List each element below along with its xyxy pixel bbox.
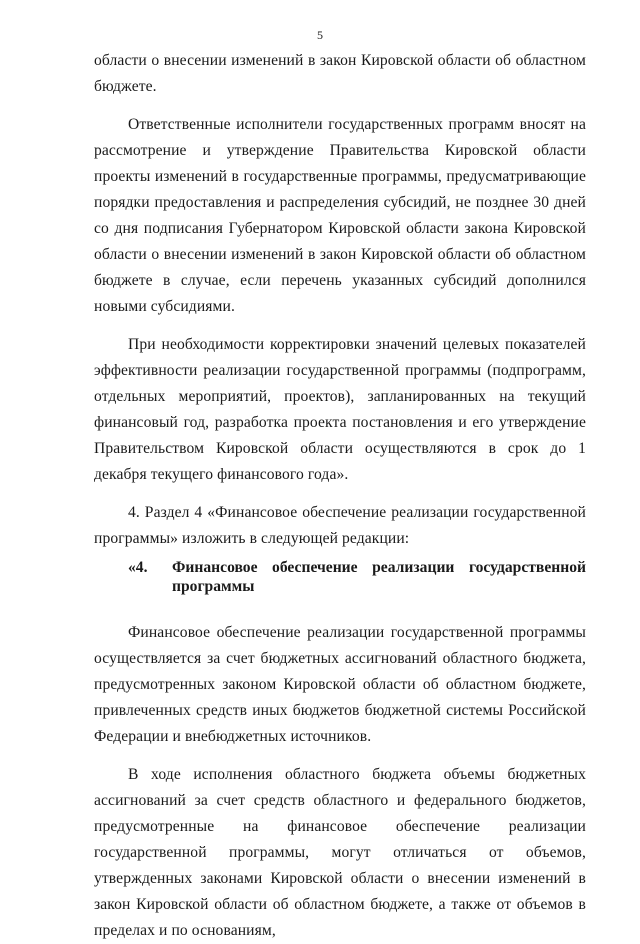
page-number: 5 bbox=[317, 28, 323, 42]
paragraph-continuation: области о внесении изменений в закон Кировской области об областном бюджете. bbox=[94, 52, 586, 95]
paragraph-budget-execution: В ходе исполнения областного бюджета объемы бюджетных ассигнований за счет средств областного и федерального бюджетов, предусмотренные на финансовое обеспечение реализации государственной программы, могут отличаться от объемов, утвержденных законами Кировской области о внесении изменений в закон Кировской области об областном бюджете, а также от объемов в пределах и по основаниям, bbox=[94, 766, 586, 939]
paragraph-financing-sources: Финансовое обеспечение реализации государственной программы осуществляется за счет бюджетных ассигнований областного бюджета, предусмотренных законом Кировской области об областном бюджете, привлеченных средств иных бюджетов бюджетной системы Российской Федерации и внебюджетных источников. bbox=[94, 624, 586, 745]
document-body bbox=[94, 48, 586, 944]
section-heading bbox=[94, 558, 586, 596]
section-heading-text: Финансовое обеспечение реализации государственной программы bbox=[172, 559, 586, 595]
paragraph-responsible-executors: Ответственные исполнители государственных программ вносят на рассмотрение и утверждение Правительства Кировской области проекты изменений в государственные программы, предусматривающие порядки предоставления и распределения субсидий, не позднее 30 дней со дня подписания Губернатором Кировской области закона Кировской области о внесении изменений в закон Кировской области об областном бюджете в случае, если перечень указанных субсидий дополнился новыми субсидиями. bbox=[94, 116, 586, 315]
paragraph-section-4-amendment: 4. Раздел 4 «Финансовое обеспечение реализации государственной программы» изложить в следующей редакции: bbox=[94, 504, 586, 547]
paragraph-indicator-correction: При необходимости корректировки значений целевых показателей эффективности реализации государственной программы (подпрограмм, отдельных мероприятий, проектов), запланированных на текущий финансовый год, разработка проекта постановления и его утверждение Правительством Кировской области осуществляются в срок до 1 декабря текущего финансового года». bbox=[94, 336, 586, 483]
section-heading-number: «4. bbox=[128, 559, 148, 576]
